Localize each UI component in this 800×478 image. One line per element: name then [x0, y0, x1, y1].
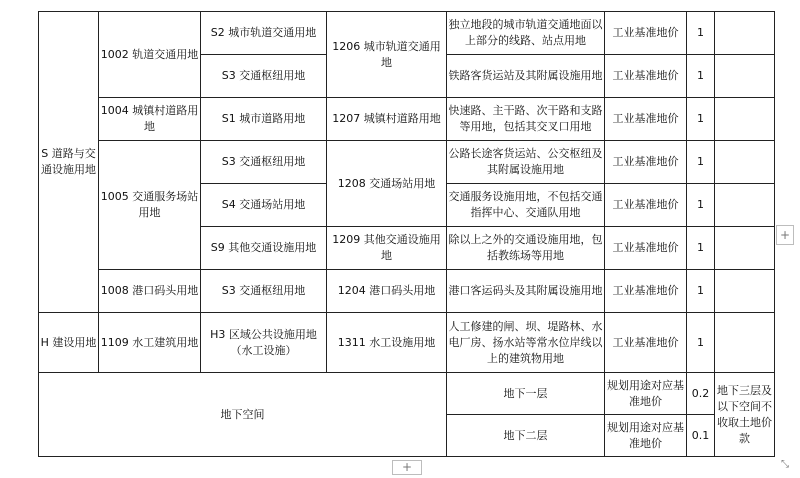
class-1008-cell[interactable]: 1008 港口码头用地	[99, 270, 201, 313]
add-column-button[interactable]: +	[776, 225, 794, 245]
coefficient-cell[interactable]: 1	[687, 12, 715, 55]
base-price-cell[interactable]: 工业基准地价	[605, 12, 687, 55]
description-cell[interactable]: 公路长途客货运站、公交枢纽及其附属设施用地	[447, 141, 605, 184]
underground-space-cell[interactable]: 地下空间	[39, 373, 447, 457]
description-cell[interactable]: 铁路客货运站及其附属设施用地	[447, 55, 605, 98]
description-cell[interactable]: 交通服务设施用地，不包括交通指挥中心、交通队用地	[447, 184, 605, 227]
add-row-button[interactable]: +	[392, 460, 422, 475]
class-1208-cell[interactable]: 1208 交通场站用地	[327, 141, 447, 227]
use-s9-cell[interactable]: S9 其他交通设施用地	[201, 227, 327, 270]
class-1204-cell[interactable]: 1204 港口码头用地	[327, 270, 447, 313]
base-price-cell[interactable]: 工业基准地价	[605, 184, 687, 227]
base-price-cell[interactable]: 工业基准地价	[605, 313, 687, 373]
coefficient-cell[interactable]: 0.2	[687, 373, 715, 415]
coefficient-cell[interactable]: 1	[687, 227, 715, 270]
basement-level-2-cell[interactable]: 地下二层	[447, 415, 605, 457]
class-1005-cell[interactable]: 1005 交通服务场站用地	[99, 141, 201, 270]
remark-cell[interactable]	[715, 184, 775, 227]
use-s3-cell[interactable]: S3 交通枢纽用地	[201, 270, 327, 313]
remark-cell[interactable]	[715, 270, 775, 313]
description-cell[interactable]: 人工修建的闸、坝、堤路林、水电厂房、扬水站等常水位岸线以上的建筑物用地	[447, 313, 605, 373]
base-price-cell[interactable]: 工业基准地价	[605, 227, 687, 270]
class-1209-cell[interactable]: 1209 其他交通设施用地	[327, 227, 447, 270]
use-s3-cell[interactable]: S3 交通枢纽用地	[201, 141, 327, 184]
coefficient-cell[interactable]: 1	[687, 55, 715, 98]
coefficient-cell[interactable]: 1	[687, 184, 715, 227]
category-water-cell[interactable]: H 建设用地	[39, 313, 99, 373]
class-1311-cell[interactable]: 1311 水工设施用地	[327, 313, 447, 373]
remark-cell[interactable]	[715, 313, 775, 373]
coefficient-cell[interactable]: 1	[687, 141, 715, 184]
description-cell[interactable]: 独立地段的城市轨道交通地面以上部分的线路、站点用地	[447, 12, 605, 55]
class-1002-cell[interactable]: 1002 轨道交通用地	[99, 12, 201, 98]
use-s3-cell[interactable]: S3 交通枢纽用地	[201, 55, 327, 98]
class-1004-cell[interactable]: 1004 城镇村道路用地	[99, 98, 201, 141]
base-price-cell[interactable]: 工业基准地价	[605, 270, 687, 313]
remark-cell[interactable]	[715, 98, 775, 141]
description-cell[interactable]: 除以上之外的交通设施用地，包括教练场等用地	[447, 227, 605, 270]
use-s2-cell[interactable]: S2 城市轨道交通用地	[201, 12, 327, 55]
class-1207-cell[interactable]: 1207 城镇村道路用地	[327, 98, 447, 141]
class-1109-cell[interactable]: 1109 水工建筑用地	[99, 313, 201, 373]
base-price-cell[interactable]: 工业基准地价	[605, 98, 687, 141]
planned-base-price-cell[interactable]: 规划用途对应基准地价	[605, 373, 687, 415]
remark-cell[interactable]	[715, 55, 775, 98]
basement-level-1-cell[interactable]: 地下一层	[447, 373, 605, 415]
coefficient-cell[interactable]: 0.1	[687, 415, 715, 457]
remark-cell[interactable]	[715, 227, 775, 270]
description-cell[interactable]: 快速路、主干路、次干路和支路等用地，包括其交叉口用地	[447, 98, 605, 141]
resize-handle-icon[interactable]: ⤡	[781, 459, 789, 470]
coefficient-cell[interactable]: 1	[687, 98, 715, 141]
class-1206-cell[interactable]: 1206 城市轨道交通用地	[327, 12, 447, 98]
category-road-cell[interactable]: S 道路与交通设施用地	[39, 12, 99, 313]
coefficient-cell[interactable]: 1	[687, 313, 715, 373]
planned-base-price-cell[interactable]: 规划用途对应基准地价	[605, 415, 687, 457]
remark-cell[interactable]	[715, 12, 775, 55]
base-price-cell[interactable]: 工业基准地价	[605, 55, 687, 98]
base-price-cell[interactable]: 工业基准地价	[605, 141, 687, 184]
remark-cell[interactable]	[715, 141, 775, 184]
underground-note-cell[interactable]: 地下三层及以下空间不收取土地价款	[715, 373, 775, 457]
use-s4-cell[interactable]: S4 交通场站用地	[201, 184, 327, 227]
land-price-table	[38, 11, 775, 457]
use-s1-cell[interactable]: S1 城市道路用地	[201, 98, 327, 141]
description-cell[interactable]: 港口客运码头及其附属设施用地	[447, 270, 605, 313]
use-h3-cell[interactable]: H3 区域公共设施用地（水工设施）	[201, 313, 327, 373]
coefficient-cell[interactable]: 1	[687, 270, 715, 313]
